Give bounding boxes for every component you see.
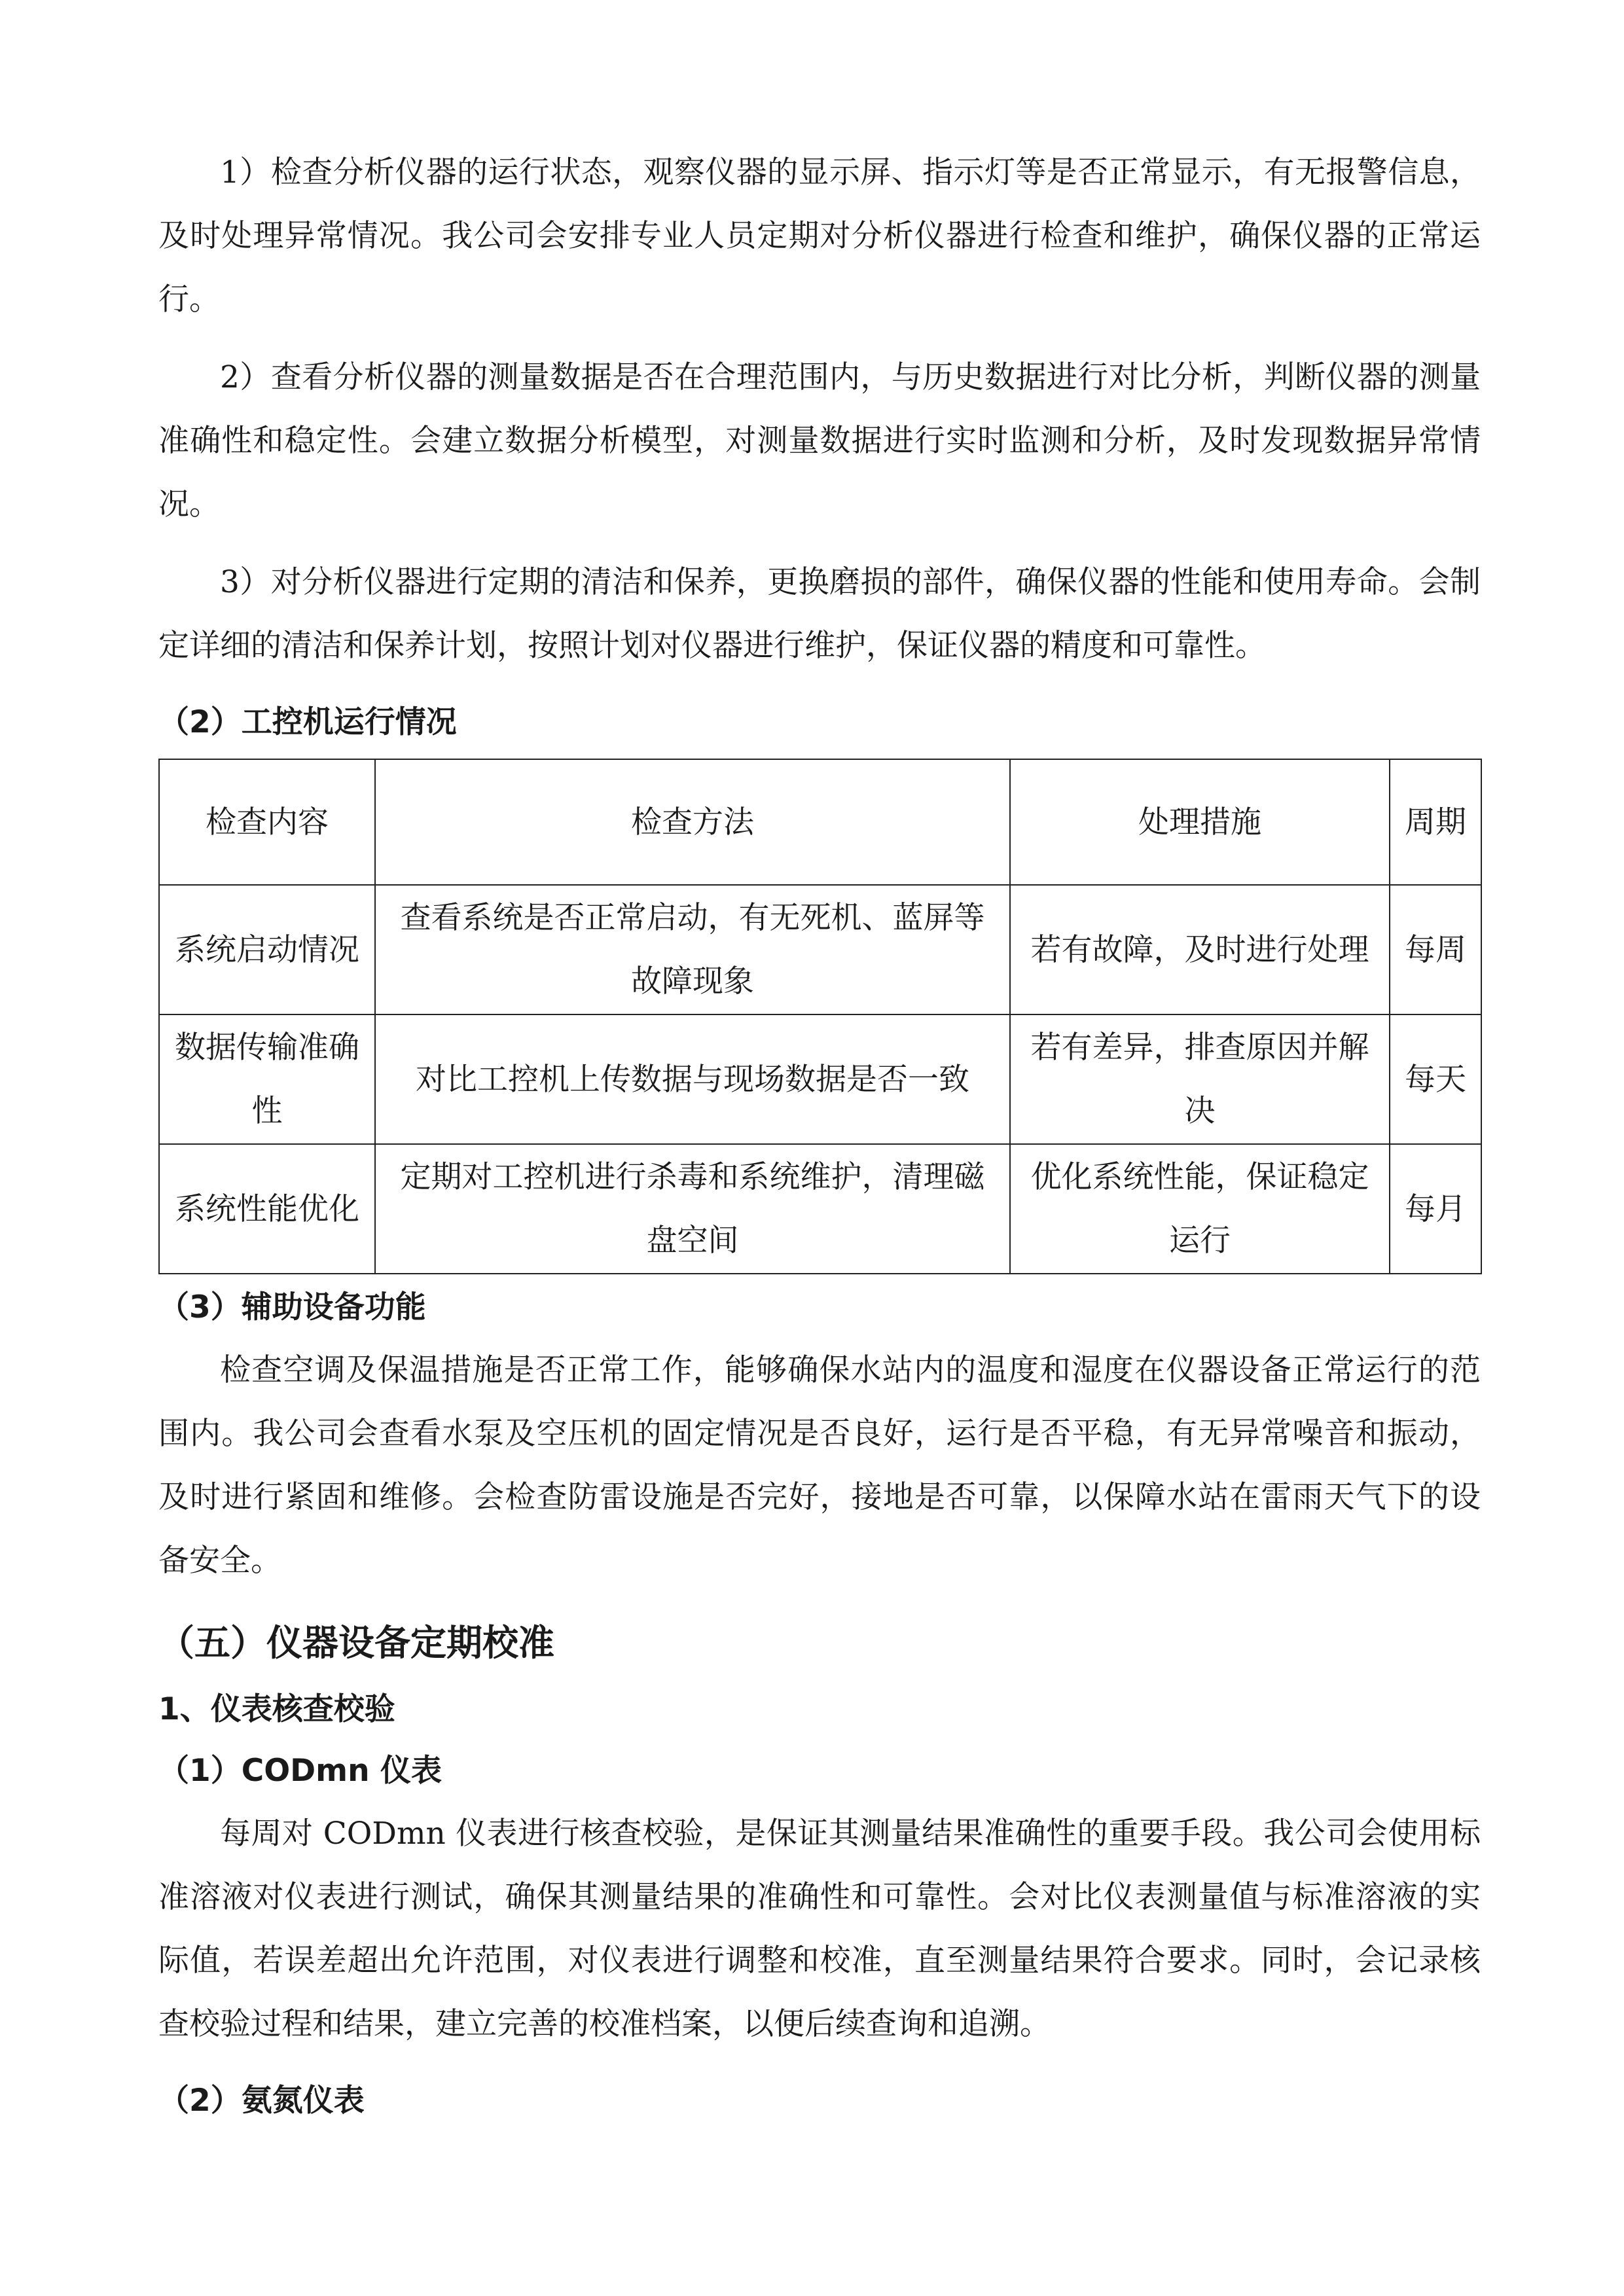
heading-auxiliary-equipment: （3）辅助设备功能: [158, 1289, 426, 1325]
table-row: [159, 1014, 1481, 1144]
table-cell: 每月: [1390, 1144, 1481, 1274]
table-cell: 定期对工控机进行杀毒和系统维护，清理磁盘空间: [375, 1144, 1010, 1274]
table-cell: 查看系统是否正常启动，有无死机、蓝屏等故障现象: [375, 885, 1010, 1014]
page-content: [158, 141, 1481, 2132]
heading-codmn-instrument: （1）CODmn 仪表: [158, 1753, 442, 1789]
table-header-cell: 处理措施: [1010, 759, 1390, 885]
table-cell: 若有差异，排查原因并解决: [1010, 1014, 1390, 1144]
paragraph-analyzer-maintenance: 3）对分析仪器进行定期的清洁和保养，更换磨损的部件，确保仪器的性能和使用寿命。会制定详细的清洁和保养计划，按照计划对仪器进行维护，保证仪器的精度和可靠性。: [158, 564, 1481, 664]
table-cell: 系统性能优化: [159, 1144, 375, 1274]
heading-ammonia-instrument: （2）氨氮仪表: [158, 2083, 365, 2119]
table-cell: 每天: [1390, 1014, 1481, 1144]
table-cell: 对比工控机上传数据与现场数据是否一致: [375, 1014, 1010, 1144]
paragraph-auxiliary-equipment: 检查空调及保温措施是否正常工作，能够确保水站内的温度和湿度在仪器设备正常运行的范围内。我公司会查看水泵及空压机的固定情况是否良好，运行是否平稳，有无异常噪音和振动，及时进行紧固和维修。会检查防雷设施是否完好，接地是否可靠，以保障水站在雷雨天气下的设备安全。: [158, 1352, 1481, 1579]
section-title: （五）仪器设备定期校准: [158, 1622, 555, 1664]
table-cell: 数据传输准确性: [159, 1014, 375, 1144]
table-header-cell: 检查方法: [375, 759, 1010, 885]
paragraph-analyzer-status: 1）检查分析仪器的运行状态，观察仪器的显示屏、指示灯等是否正常显示，有无报警信息，及时处理异常情况。我公司会安排专业人员定期对分析仪器进行检查和维护，确保仪器的正常运行。: [158, 154, 1481, 317]
ipc-inspection-table: [158, 759, 1482, 1274]
table-row: [159, 885, 1481, 1014]
heading-ipc-status: （2）工控机运行情况: [158, 704, 457, 740]
table-header-row: [159, 759, 1481, 885]
paragraph-analyzer-data: 2）查看分析仪器的测量数据是否在合理范围内，与历史数据进行对比分析，判断仪器的测量准确性和稳定性。会建立数据分析模型，对测量数据进行实时监测和分析，及时发现数据异常情况。: [158, 359, 1481, 522]
table-cell: 优化系统性能，保证稳定运行: [1010, 1144, 1390, 1274]
table-cell: 若有故障，及时进行处理: [1010, 885, 1390, 1014]
table-cell: 每周: [1390, 885, 1481, 1014]
table-cell: 系统启动情况: [159, 885, 375, 1014]
table-header-cell: 检查内容: [159, 759, 375, 885]
table-row: [159, 1144, 1481, 1274]
subsection-title: 1、仪表核查校验: [158, 1691, 395, 1727]
table-header-cell: 周期: [1390, 759, 1481, 885]
paragraph-codmn-instrument: 每周对 CODmn 仪表进行核查校验，是保证其测量结果准确性的重要手段。我公司会使用标准溶液对仪表进行测试，确保其测量结果的准确性和可靠性。会对比仪表测量值与标准溶液的实际值，若误差超出允许范围，对仪表进行调整和校准，直至测量结果符合要求。同时，会记录核查校验过程和结果，建立完善的校准档案，以便后续查询和追溯。: [158, 1816, 1481, 2042]
